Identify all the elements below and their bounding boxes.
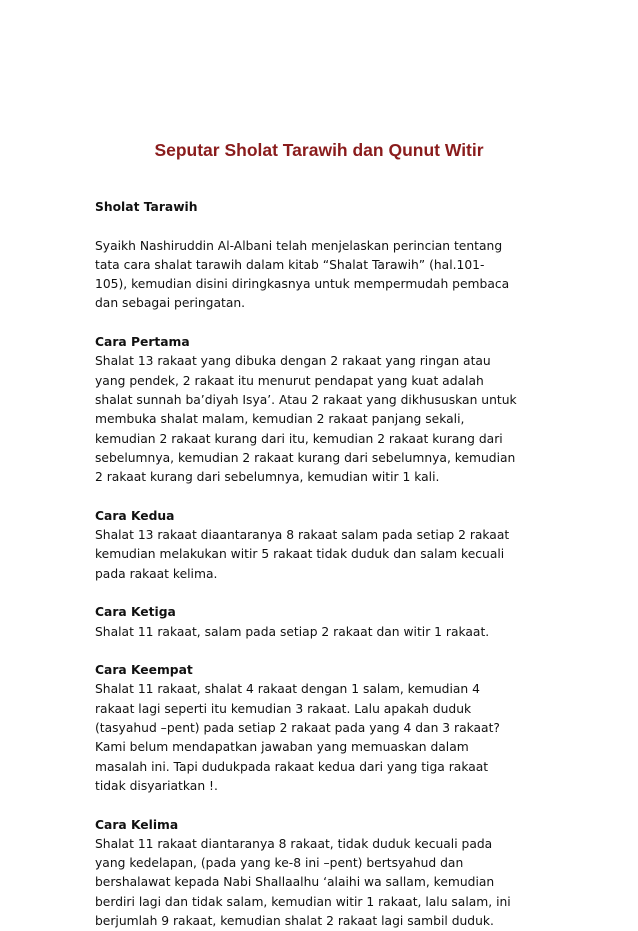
section-paragraph: Shalat 11 rakaat, salam pada setiap 2 rakaat dan witir 1 rakaat.: [95, 623, 555, 642]
document-body: [95, 198, 555, 931]
section-heading: Cara Kedua: [95, 507, 555, 526]
section-heading: Cara Kelima: [95, 816, 555, 835]
section-paragraph: Shalat 11 rakaat diantaranya 8 rakaat, tidak duduk kecuali pada yang kedelapan, (pada yang ke-8 ini –pent) bertsyahud dan bershalawat kepada Nabi Shallaalhu ‘alaihi wa sallam, kemudian berdiri lagi dan tidak salam, kemudian witir 1 rakaat, lalu salam, ini berjumlah 9 rakaat, kemudian shalat 2 rakaat lagi sambil duduk.: [95, 835, 555, 931]
section-paragraph: Shalat 13 rakaat diaantaranya 8 rakaat salam pada setiap 2 rakaat kemudian melakukan witir 5 rakaat tidak duduk dan salam kecuali pada rakaat kelima.: [95, 526, 555, 584]
section-cara-kelima: [95, 816, 555, 931]
section-heading: Cara Keempat: [95, 661, 555, 680]
section-cara-pertama: [95, 333, 555, 487]
section-cara-ketiga: [95, 603, 555, 642]
document-title: Seputar Sholat Tarawih dan Qunut Witir: [0, 140, 638, 161]
section-paragraph: Shalat 13 rakaat yang dibuka dengan 2 rakaat yang ringan atau yang pendek, 2 rakaat itu menurut pendapat yang kuat adalah shalat sunnah ba’diyah Isya’. Atau 2 rakaat yang dikhususkan untuk membuka shalat malam, kemudian 2 rakaat panjang sekali, kemudian 2 rakaat kurang dari itu, kemudian 2 rakaat kurang dari sebelumnya, kemudian 2 rakaat kurang dari sebelumnya, kemudian 2 rakaat kurang dari sebelumnya, kemudian witir 1 kali.: [95, 352, 555, 487]
intro-section: [95, 198, 555, 314]
section-heading: Cara Pertama: [95, 333, 555, 352]
section-paragraph: Shalat 11 rakaat, shalat 4 rakaat dengan 1 salam, kemudian 4 rakaat lagi seperti itu kemudian 3 rakaat. Lalu apakah duduk (tasyahud –pent) pada setiap 2 rakaat pada yang 4 dan 3 rakaat? Kami belum mendapatkan jawaban yang memuaskan dalam masalah ini. Tapi dudukpada rakaat kedua dari yang tiga rakaat tidak disyariatkan !.: [95, 680, 555, 796]
section-cara-keempat: [95, 661, 555, 796]
intro-heading: Sholat Tarawih: [95, 198, 555, 217]
intro-paragraph: Syaikh Nashiruddin Al-Albani telah menjelaskan perincian tentang tata cara shalat tarawih dalam kitab “Shalat Tarawih” (hal.101- 105), kemudian disini diringkasnya untuk mempermudah pembaca dan sebagai peringatan.: [95, 237, 555, 314]
section-cara-kedua: [95, 507, 555, 584]
section-heading: Cara Ketiga: [95, 603, 555, 622]
